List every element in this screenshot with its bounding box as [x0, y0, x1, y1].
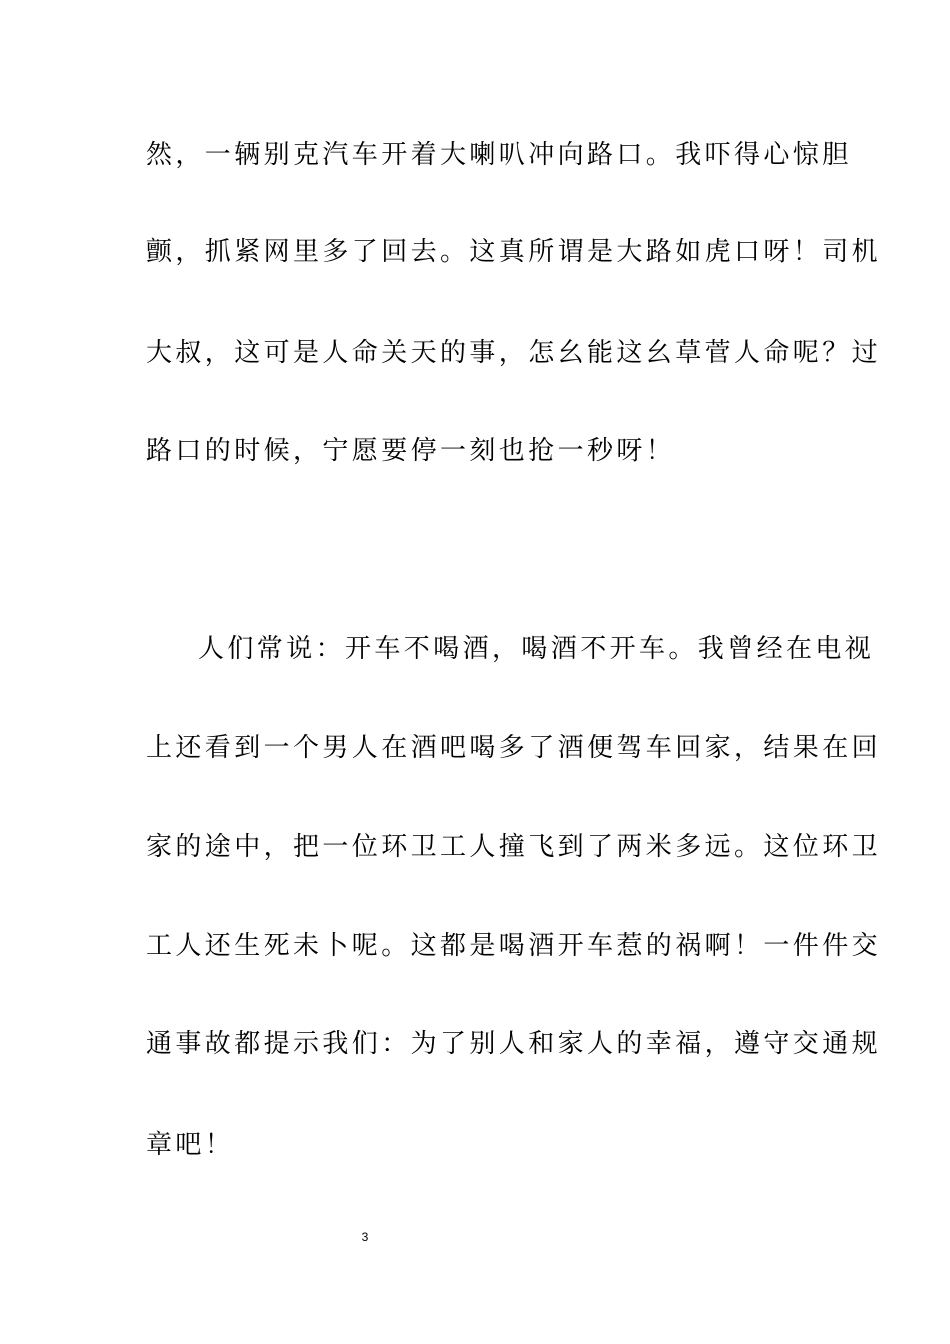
page-number: 3	[361, 1230, 369, 1244]
paragraph-2-line-3: 家的途中，把一位环卫工人撞飞到了两米多远。这位环卫	[146, 832, 882, 862]
paragraph-2-line-2: 上还看到一个男人在酒吧喝多了酒便驾车回家，结果在回	[146, 733, 882, 763]
paragraph-2-line-6: 章吧！	[146, 1130, 235, 1160]
paragraph-1-line-1: 然，一辆别克汽车开着大喇叭冲向路口。我吓得心惊胆	[146, 140, 852, 170]
paragraph-1-line-2: 颤，抓紧网里多了回去。这真所谓是大路如虎口呀！司机	[146, 237, 882, 267]
paragraph-1-line-3: 大叔，这可是人命关天的事，怎幺能这幺草菅人命呢？过	[146, 338, 882, 368]
paragraph-2-line-1: 人们常说：开车不喝酒，喝酒不开车。我曾经在电视	[198, 634, 875, 664]
paragraph-2-line-5: 通事故都提示我们：为了别人和家人的幸福，遵守交通规	[146, 1029, 882, 1059]
paragraph-1-line-4: 路口的时候，宁愿要停一刻也抢一秒呀！	[146, 436, 676, 466]
paragraph-2-line-4: 工人还生死未卜呢。这都是喝酒开车惹的祸啊！一件件交	[146, 931, 882, 961]
